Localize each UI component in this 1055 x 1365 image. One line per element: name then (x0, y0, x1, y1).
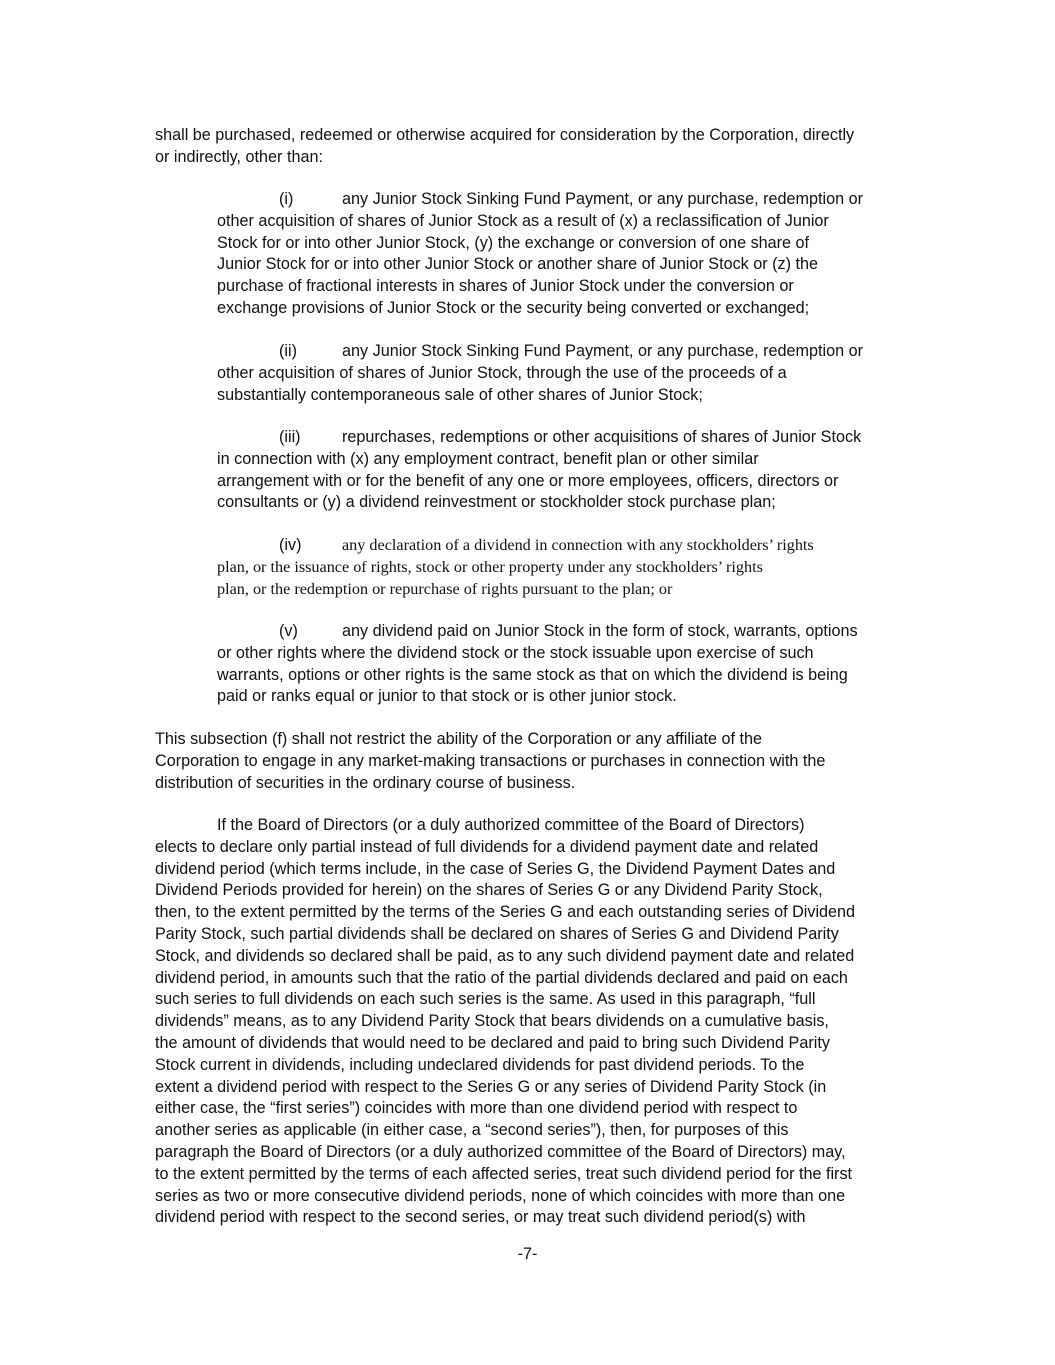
item-number: (v) (279, 622, 298, 640)
list-item-v (217, 621, 900, 708)
item-number: (iii) (279, 428, 301, 446)
item-number: (ii) (279, 342, 297, 360)
subsection-note-paragraph: This subsection (f) shall not restrict the ability of the Corporation or any affiliate of the Corporation to engage in any market-making transactions or purchases in connection with the distribution of securities in the ordinary course of business. (155, 730, 826, 792)
item-number: (i) (279, 190, 294, 208)
item-number: (iv) (279, 536, 302, 554)
intro-paragraph: shall be purchased, redeemed or otherwise acquired for consideration by the Corporation, directly or indirectly, other than: (155, 126, 855, 166)
item-body: other acquisition of shares of Junior Stock as a result of (x) a reclassification of Junior Stock for or into other Junior Stock, (y) the exchange or conversion of one share of Junior Stock for or into other Junior Stock or another share of Junior Stock or (z) the purchase of fractional interests in shares of Junior Stock under the conversion or exchange provisions of Junior Stock or the security being converted or exchanged; (217, 211, 829, 317)
list-item-ii (217, 341, 900, 406)
partial-dividends-paragraph: If the Board of Directors (or a duly authorized committee of the Board of Directors) elects to declare only partial instead of full dividends for a dividend payment date and related dividend period (which terms include, in the case of Series G, the Dividend Payment Dates and Dividend Periods provided for herein) on the shares of Series G or any Dividend Parity Stock, then, to the extent permitted by the terms of the Series G and each outstanding series of Dividend Parity Stock, such partial dividends shall be declared on shares of Series G and Dividend Parity Stock, and dividends so declared shall be paid, as to any such dividend payment date and related dividend period, in amounts such that the ratio of the partial dividends declared and paid on each such series to full dividends on each such series is the same. As used in this paragraph, “full dividends” means, as to any Dividend Parity Stock that bears dividends on a cumulative basis, the amount of dividends that would need to be declared and paid to bring such Dividend Parity Stock current in dividends, including undeclared dividends for past dividend periods. To the extent a dividend period with respect to the Series G or any series of Dividend Parity Stock (in either case, the “first series”) coincides with more than one dividend period with respect to another series as applicable (in either case, a “second series”), then, for purposes of this paragraph the Board of Directors (or a duly authorized committee of the Board of Directors) may, to the extent permitted by the terms of each affected series, treat such dividend period for the first series as two or more consecutive dividend periods, none of which coincides with more than one dividend period with respect to the second series, or may treat such dividend period(s) with (155, 816, 856, 1227)
list-item-i (217, 189, 900, 320)
item-body: plan, or the issuance of rights, stock or other property under any stockholders’ rights plan, or the redemption or repurchase of rights pursuant to the plan; or (217, 557, 763, 598)
item-first-line: any Junior Stock Sinking Fund Payment, or any purchase, redemption or (342, 190, 863, 208)
item-body: in connection with (x) any employment contract, benefit plan or other similar arrangement with or for the benefit of any one or more employees, officers, directors or consultants or (y) a dividend reinvestment or stockholder stock purchase plan; (217, 449, 839, 512)
item-first-line: any declaration of a dividend in connection with any stockholders’ rights (342, 536, 814, 554)
item-first-line: any dividend paid on Junior Stock in the form of stock, warrants, options (342, 622, 858, 640)
item-first-line: repurchases, redemptions or other acquisitions of shares of Junior Stock (342, 428, 862, 446)
item-body: other acquisition of shares of Junior Stock, through the use of the proceeds of a substantially contemporaneous sale of other shares of Junior Stock; (217, 363, 787, 404)
list-item-iv (217, 535, 900, 600)
page-number: -7- (517, 1245, 538, 1263)
item-body: or other rights where the dividend stock or the stock issuable upon exercise of such warrants, options or other rights is the same stock as that on which the dividend is being paid or ranks equal or junior to that stock or is other junior stock. (217, 643, 848, 706)
item-first-line: any Junior Stock Sinking Fund Payment, or any purchase, redemption or (342, 342, 863, 360)
list-item-iii (217, 427, 900, 514)
